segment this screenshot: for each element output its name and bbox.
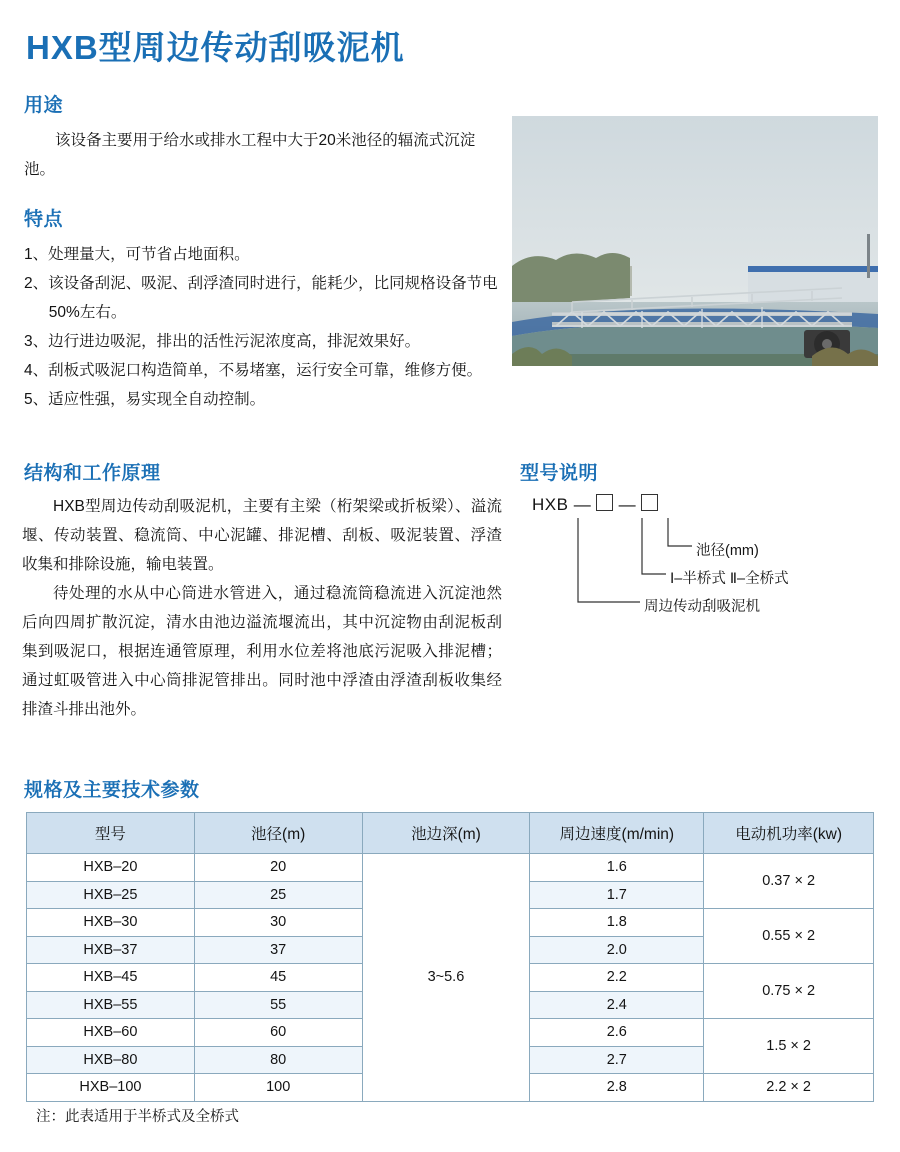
model-explanation-diagram <box>520 490 880 625</box>
cell-model: HXB–30 <box>27 909 195 937</box>
cell-diameter: 25 <box>194 881 362 909</box>
cell-power: 0.75 × 2 <box>704 964 874 1019</box>
cell-speed: 2.8 <box>530 1074 704 1102</box>
model-label-machine: 周边传动刮吸泥机 <box>644 599 760 615</box>
cell-model: HXB–80 <box>27 1046 195 1074</box>
feature-item <box>24 269 502 327</box>
cell-diameter: 30 <box>194 909 362 937</box>
model-dash-1: — <box>573 495 592 514</box>
structure-paragraph: 待处理的水从中心筒进水管进入，通过稳流筒稳流进入沉淀池然后向四周扩散沉淀，清水由池边溢流堰流出，其中沉淀物由刮泥板刮集到吸泥口，根据连通管原理，利用水位差将池底污泥吸入排泥槽；通过虹吸管进入中心筒排泥管排出。同时池中浮渣由浮渣刮板收集经排渣斗排出池外。 <box>22 585 502 718</box>
feature-number: 3、 <box>24 333 49 350</box>
section-body-structure <box>22 492 502 724</box>
cell-power: 2.2 × 2 <box>704 1074 874 1102</box>
feature-text: 边行进边吸泥，排出的活性污泥浓度高，排泥效果好。 <box>48 333 421 350</box>
cell-speed: 2.2 <box>530 964 704 992</box>
feature-number: 4、 <box>24 362 49 379</box>
page-title: HXB型周边传动刮吸泥机 <box>26 29 405 66</box>
specifications-table <box>26 812 874 1102</box>
feature-number: 2、 <box>24 275 49 292</box>
col-header-diameter: 池径(m) <box>194 813 362 854</box>
cell-speed: 1.6 <box>530 854 704 882</box>
feature-item <box>24 240 502 269</box>
cell-speed: 2.0 <box>530 936 704 964</box>
cell-speed: 2.7 <box>530 1046 704 1074</box>
cell-depth-all: 3~5.6 <box>362 854 530 1102</box>
model-label-diameter: 池径(mm) <box>696 543 759 559</box>
product-photo <box>512 116 878 366</box>
section-heading-specs: 规格及主要技术参数 <box>24 780 200 801</box>
cell-speed: 2.4 <box>530 991 704 1019</box>
cell-power: 0.55 × 2 <box>704 909 874 964</box>
cell-model: HXB–20 <box>27 854 195 882</box>
cell-speed: 1.8 <box>530 909 704 937</box>
cell-model: HXB–100 <box>27 1074 195 1102</box>
feature-number: 5、 <box>24 391 49 408</box>
table-header <box>27 813 874 854</box>
table-body <box>27 854 874 1102</box>
section-heading-model: 型号说明 <box>520 463 599 484</box>
cell-diameter: 60 <box>194 1019 362 1047</box>
cell-diameter: 45 <box>194 964 362 992</box>
structure-paragraph: HXB型周边传动刮吸泥机，主要有主梁（桁架梁或折板梁）、溢流堰、传动装置、稳流筒、中心泥罐、排泥槽、刮板、吸泥装置、浮渣收集和排除设施，输电装置。 <box>22 498 502 573</box>
cell-model: HXB–37 <box>27 936 195 964</box>
cell-power: 1.5 × 2 <box>704 1019 874 1074</box>
feature-text: 刮板式吸泥口构造简单，不易堵塞，运行安全可靠，维修方便。 <box>48 362 483 379</box>
product-photo-illustration <box>512 116 878 366</box>
section-heading-features: 特点 <box>24 209 64 230</box>
cell-model: HXB–55 <box>27 991 195 1019</box>
section-heading-structure: 结构和工作原理 <box>24 463 161 484</box>
cell-model: HXB–60 <box>27 1019 195 1047</box>
feature-text: 适应性强，易实现全自动控制。 <box>48 391 266 408</box>
model-dash-2: — <box>618 495 637 514</box>
cell-diameter: 80 <box>194 1046 362 1074</box>
section-body-use: 该设备主要用于给水或排水工程中大于20米池径的辐流式沉淀池。 <box>24 132 476 178</box>
cell-power: 0.37 × 2 <box>704 854 874 909</box>
cell-diameter: 37 <box>194 936 362 964</box>
cell-model: HXB–45 <box>27 964 195 992</box>
section-body-features <box>24 240 502 414</box>
section-heading-use: 用途 <box>24 95 64 116</box>
table-note: 注：此表适用于半桥式及全桥式 <box>36 1109 239 1125</box>
cell-diameter: 20 <box>194 854 362 882</box>
feature-text: 处理量大，可节省占地面积。 <box>48 246 250 263</box>
feature-item <box>24 356 502 385</box>
table-header-row <box>27 813 874 854</box>
model-label-bridge-type: Ⅰ–半桥式 Ⅱ–全桥式 <box>670 571 789 587</box>
col-header-power: 电动机功率(kw) <box>704 813 874 854</box>
cell-speed: 1.7 <box>530 881 704 909</box>
model-code-prefix: HXB <box>532 495 569 514</box>
col-header-depth: 池边深(m) <box>362 813 530 854</box>
feature-item <box>24 385 502 414</box>
col-header-model: 型号 <box>27 813 195 854</box>
feature-number: 1、 <box>24 246 49 263</box>
col-header-speed: 周边速度(m/min) <box>530 813 704 854</box>
cell-diameter: 100 <box>194 1074 362 1102</box>
cell-model: HXB–25 <box>27 881 195 909</box>
cell-diameter: 55 <box>194 991 362 1019</box>
feature-item <box>24 327 502 356</box>
table-row <box>27 854 874 882</box>
cell-speed: 2.6 <box>530 1019 704 1047</box>
feature-text: 该设备刮泥、吸泥、刮浮渣同时进行，能耗少，比同规格设备节电50%左右。 <box>48 275 498 321</box>
